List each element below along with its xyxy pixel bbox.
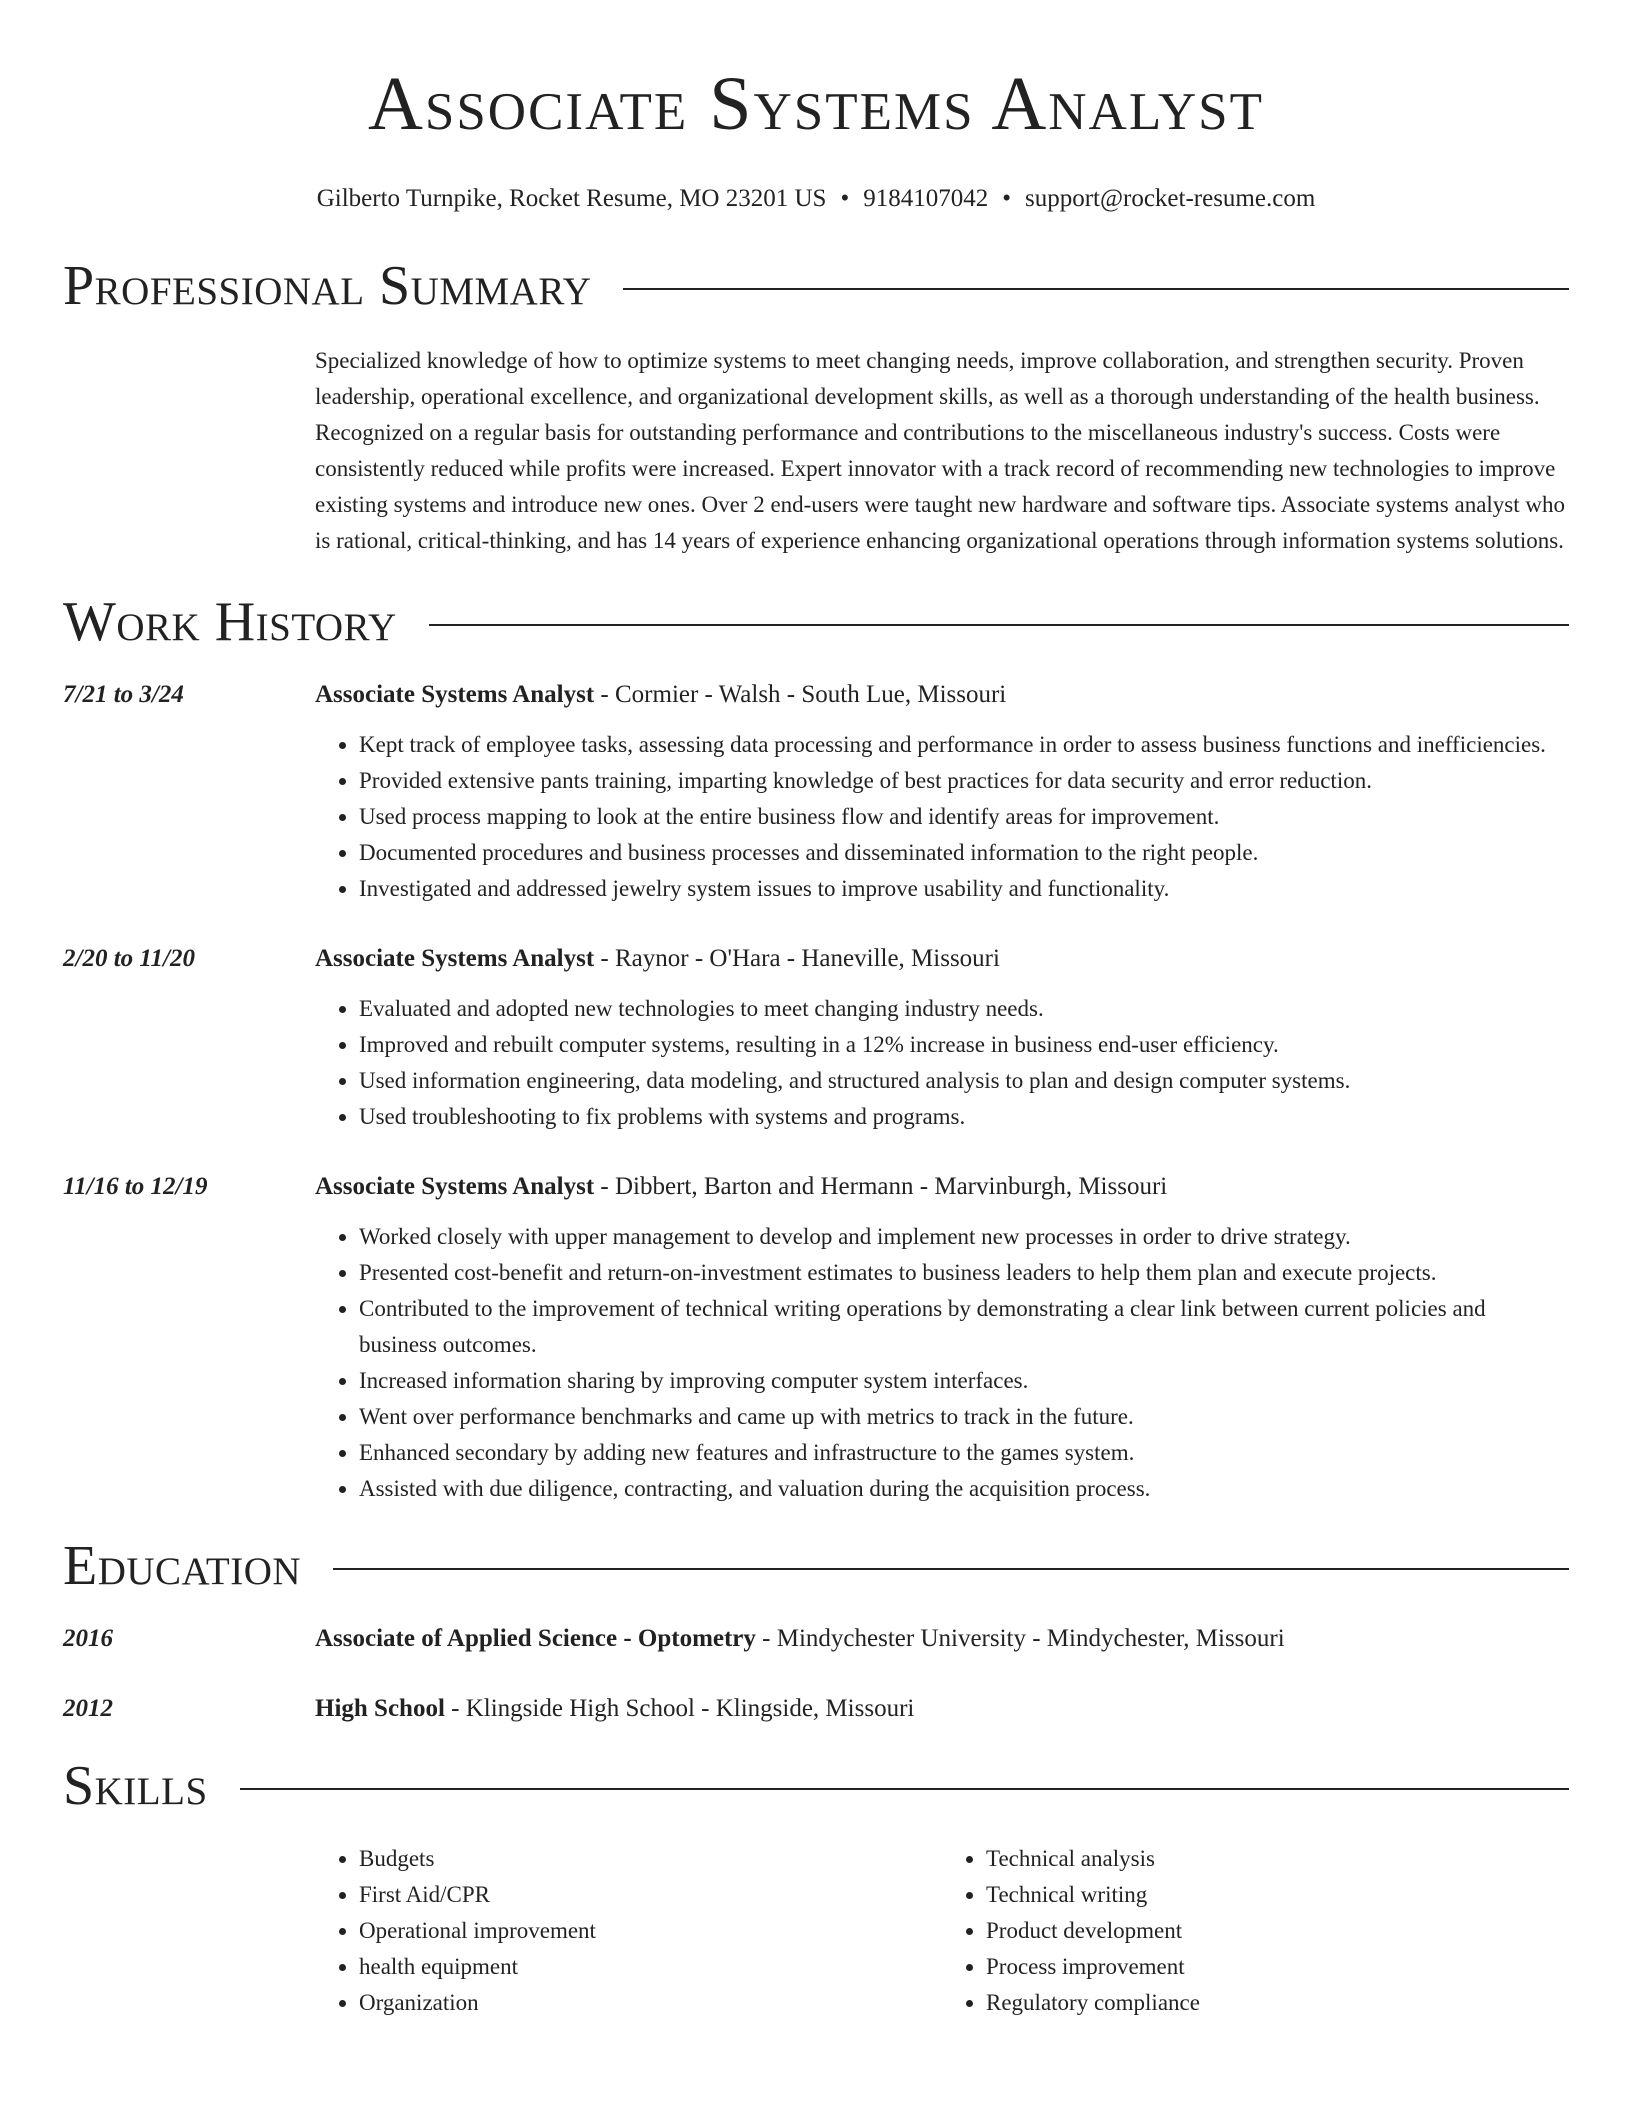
list-item: • Budgets: [359, 1841, 942, 1877]
section-divider: [240, 1788, 1569, 1790]
education-details: - Mindychester University - Mindychester, Missouri: [755, 1625, 1285, 1652]
education-entry: [63, 1621, 1569, 1657]
list-item: • Worked closely with upper management to develop and implement new processes in order to drive strategy.: [359, 1219, 1569, 1255]
skills-row: [63, 1841, 1569, 2021]
list-item: • Evaluated and adopted new technologies to meet changing industry needs.: [359, 991, 1569, 1027]
job-details: - Cormier - Walsh - South Lue, Missouri: [594, 681, 1007, 708]
job-dates: 2/20 to 11/20: [63, 945, 195, 972]
contact-email: support@rocket-resume.com: [1024, 185, 1316, 212]
contact-separator: •: [1002, 185, 1011, 212]
job-title: Associate Systems Analyst: [315, 681, 595, 708]
skills-section-header: [63, 1751, 1569, 1821]
job-dates: 7/21 to 3/24: [63, 681, 184, 708]
summary-text: Specialized knowledge of how to optimize systems to meet changing needs, improve collaboration, and strengthen security. Proven leadership, operational excellence, and organizational development skills, as well as a thorough understanding of the health business. Recognized on a regular basis for outstanding performance and contributions to the miscellaneous industry's success. Costs were consistently reduced while profits were increased. Expert innovator with a track record of recommending new technologies to improve existing systems and introduce new ones. Over 2 end-users were taught new hardware and software tips. Associate systems analyst who is rational, critical-thinking, and has 14 years of experience enhancing organizational operations through information systems solutions.: [315, 348, 1565, 553]
list-item: • Regulatory compliance: [986, 1985, 1569, 2021]
list-item: • First Aid/CPR: [359, 1877, 942, 1913]
education-section-header: [63, 1531, 1569, 1601]
list-item: • Process improvement: [986, 1949, 1569, 1985]
contact-separator: •: [840, 185, 850, 212]
list-item: • Organization: [359, 1985, 942, 2021]
list-item: • health equipment: [359, 1949, 942, 1985]
list-item: • Documented procedures and business processes and disseminated information to the right people.: [359, 835, 1569, 871]
list-item: • Enhanced secondary by adding new features and infrastructure to the games system.: [359, 1435, 1569, 1471]
skills-grid: [315, 1841, 1569, 2021]
job-details: - Raynor - O'Hara - Haneville, Missouri: [594, 945, 1000, 972]
job-bullets: [315, 991, 1569, 1135]
contact-line: [63, 181, 1569, 217]
job-details: - Dibbert, Barton and Hermann - Marvinburgh, Missouri: [594, 1173, 1168, 1200]
list-item: • Technical analysis: [986, 1841, 1569, 1877]
list-item: • Provided extensive pants training, imparting knowledge of best practices for data security and error reduction.: [359, 763, 1569, 799]
list-item: • Presented cost-benefit and return-on-investment estimates to business leaders to help them plan and execute projects.: [359, 1255, 1569, 1291]
section-divider: [333, 1568, 1569, 1570]
list-item: • Went over performance benchmarks and came up with metrics to track in the future.: [359, 1399, 1569, 1435]
list-item: • Improved and rebuilt computer systems, resulting in a 12% increase in business end-user efficiency.: [359, 1027, 1569, 1063]
resume-name: Associate Systems Analyst: [367, 62, 1265, 146]
summary-heading: Professional Summary: [63, 255, 592, 317]
job-bullets: [315, 1219, 1569, 1507]
job-heading: [315, 941, 1569, 977]
list-item: • Operational improvement: [359, 1913, 942, 1949]
list-item: • Used process mapping to look at the entire business flow and identify areas for improvement.: [359, 799, 1569, 835]
list-item: • Contributed to the improvement of technical writing operations by demonstrating a clear link between current policies and business outcomes.: [359, 1291, 1569, 1363]
job-bullets: [315, 727, 1569, 907]
skills-list-left: [315, 1841, 942, 2021]
summary-section-header: [63, 251, 1569, 321]
education-year: 2016: [63, 1625, 113, 1652]
job-heading: [315, 677, 1569, 713]
contact-address: Gilberto Turnpike, Rocket Resume, MO 23201 US: [316, 185, 827, 212]
education-heading: Education: [63, 1535, 302, 1597]
education-details: - Klingside High School - Klingside, Missouri: [444, 1695, 915, 1722]
list-item: • Product development: [986, 1913, 1569, 1949]
summary-row: [63, 343, 1569, 559]
contact-phone: 9184107042: [863, 185, 989, 212]
skills-heading: Skills: [63, 1755, 208, 1817]
list-item: • Increased information sharing by improving computer system interfaces.: [359, 1363, 1569, 1399]
list-item: • Assisted with due diligence, contracting, and valuation during the acquisition process.: [359, 1471, 1569, 1507]
job-title: Associate Systems Analyst: [315, 945, 595, 972]
job-title: Associate Systems Analyst: [315, 1173, 595, 1200]
section-divider: [429, 624, 1569, 626]
job-entry: [63, 941, 1569, 1135]
job-heading: [315, 1169, 1569, 1205]
work-heading: Work History: [63, 591, 397, 653]
job-entry: [63, 1169, 1569, 1507]
list-item: • Used troubleshooting to fix problems with systems and programs.: [359, 1099, 1569, 1135]
education-degree: Associate of Applied Science - Optometry: [315, 1625, 756, 1652]
education-entry: [63, 1691, 1569, 1727]
job-dates: 11/16 to 12/19: [63, 1173, 208, 1200]
education-year: 2012: [63, 1695, 113, 1722]
skills-list-right: [942, 1841, 1569, 2021]
job-entry: [63, 677, 1569, 907]
list-item: • Kept track of employee tasks, assessing data processing and performance in order to assess business functions and inefficiencies.: [359, 727, 1569, 763]
work-section-header: [63, 587, 1569, 657]
section-divider: [623, 288, 1569, 290]
list-item: • Used information engineering, data modeling, and structured analysis to plan and design computer systems.: [359, 1063, 1569, 1099]
education-degree: High School: [315, 1695, 445, 1722]
list-item: • Investigated and addressed jewelry system issues to improve usability and functionality.: [359, 871, 1569, 907]
list-item: • Technical writing: [986, 1877, 1569, 1913]
